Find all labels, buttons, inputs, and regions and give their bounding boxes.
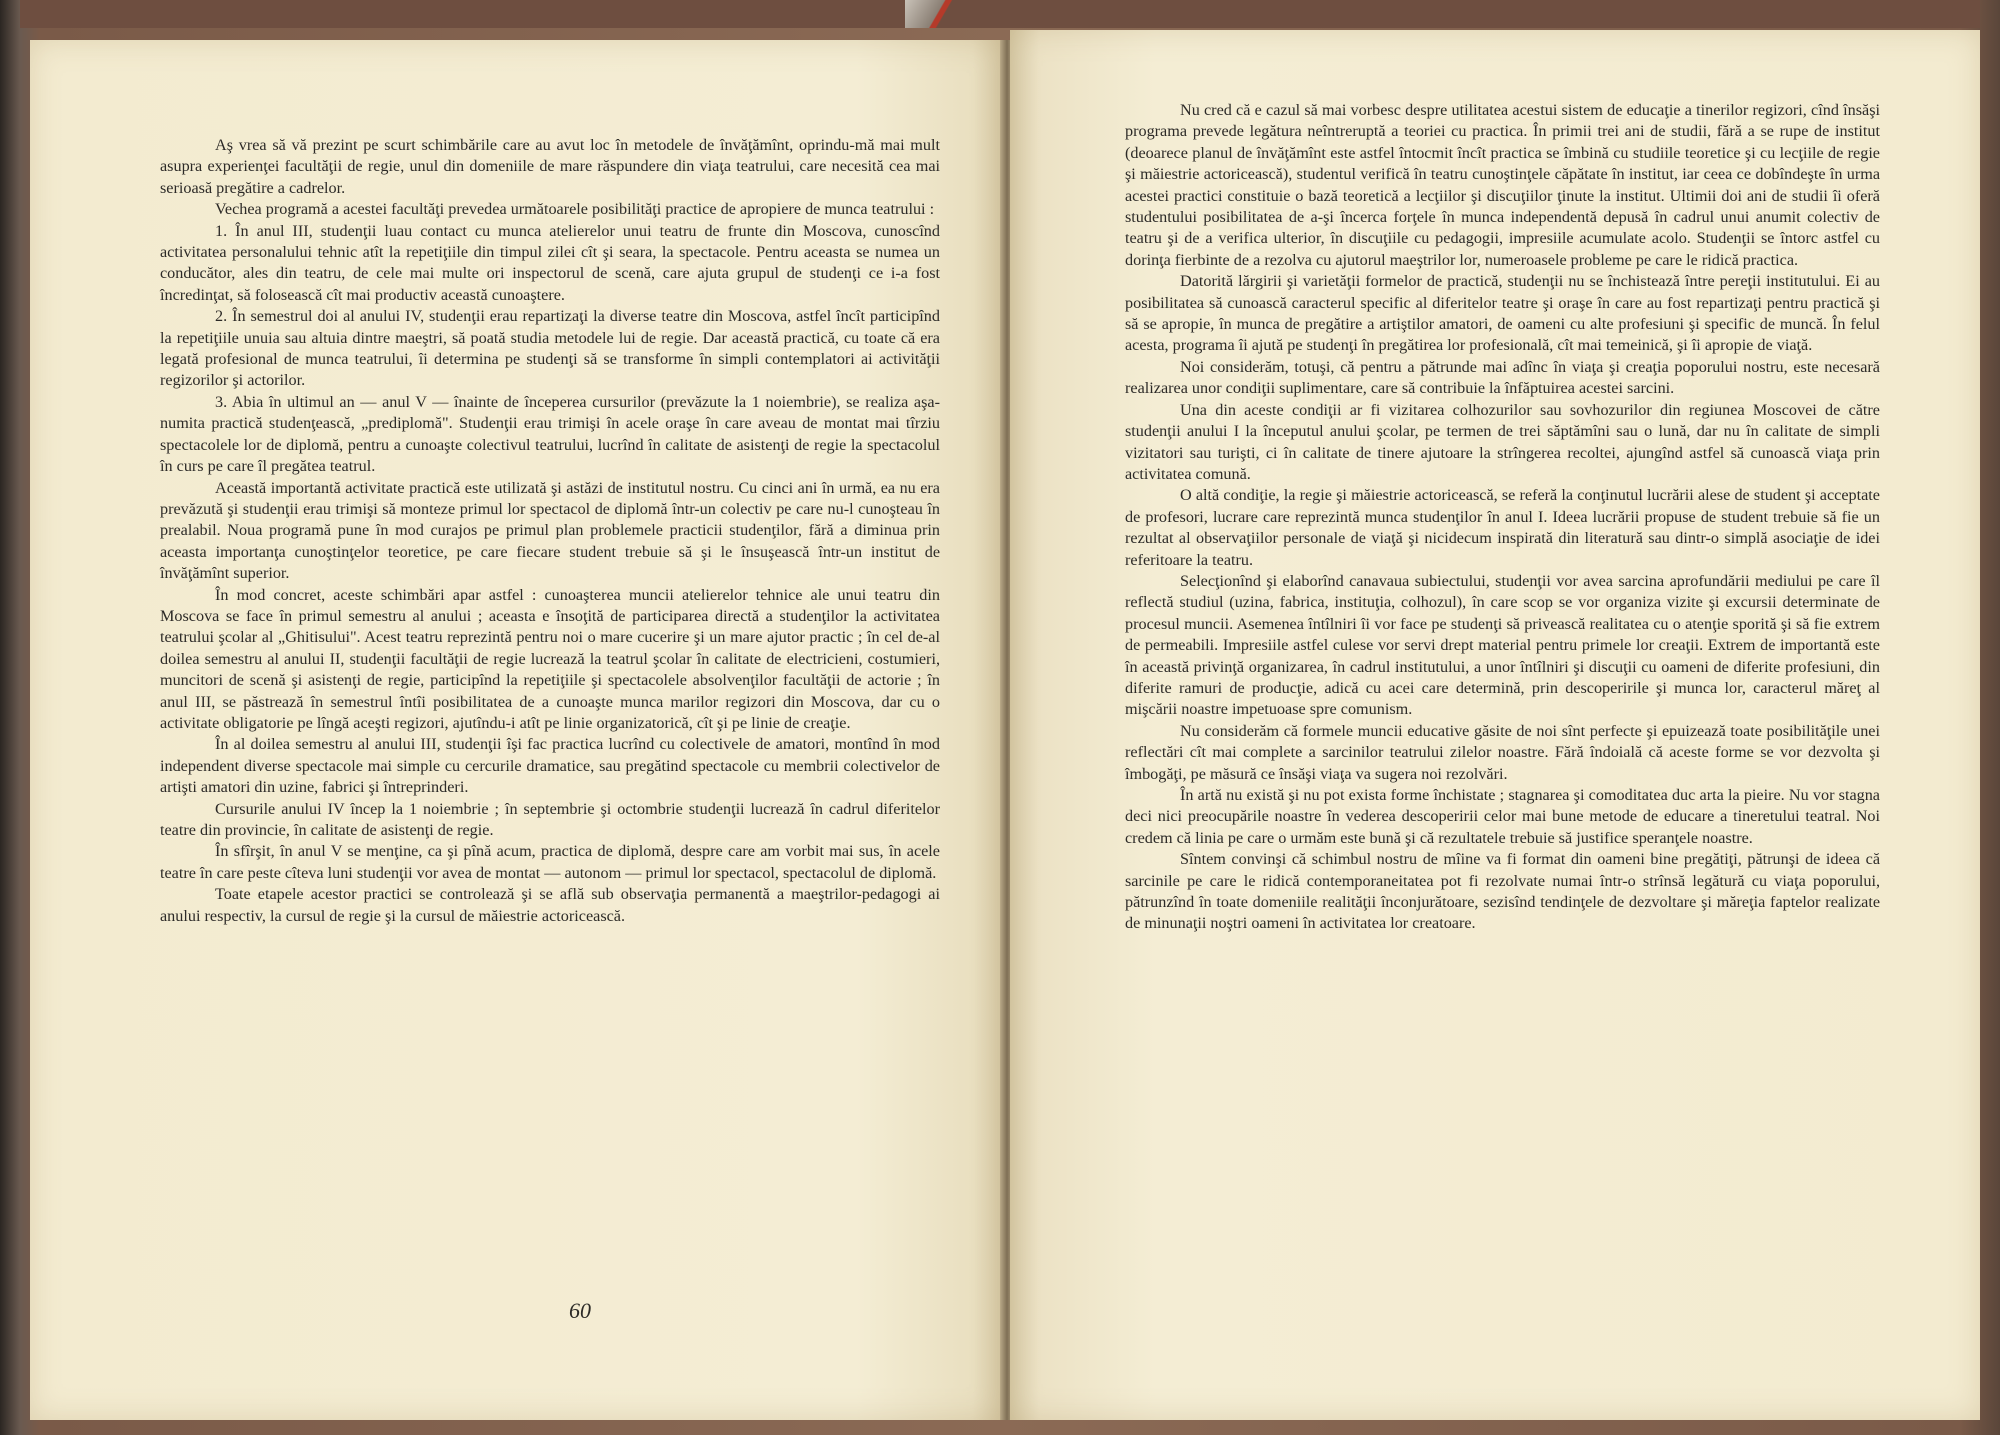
paragraph: Sîntem convinşi că schimbul nostru de mîine va fi format din oameni bine pregătiţi, pătrunşi de ideea că sarcinile pe care le ridică contemporaneitatea pot fi rezolvate numai într-o strînsă legătură cu viaţa poporului, pătrunzînd în toate domeniile realităţii înconjurătoare, sezisînd tendinţele de dezvoltare şi măreţia faptelor realizate de minunaţii noştri oameni în activitatea lor creatoare.	[1125, 850, 1880, 933]
paragraph: Aş vrea să vă prezint pe scurt schimbările care au avut loc în metodele de învăţămînt, oprindu-mă mai mult asupra experienţei facultăţii de regie, unul din domeniile de mare răspundere din viaţa teatrului, care necesită cea mai serioasă pregătire a cadrelor.	[160, 136, 940, 197]
paragraph: 2. În semestrul doi al anului IV, studenţii erau repartizaţi la diverse teatre din Moscova, astfel încît participînd la repetiţiile unuia sau altuia dintre maeştri, să poată studia metodele lui de regie. Dar această practică, cu toate că era legată profesional de munca teatrului, îi determina pe studenţi să se transforme în simpli contemplatori ai activităţii regizorilor şi actorilor.	[160, 307, 940, 390]
paragraph: În artă nu există şi nu pot exista forme închistate ; stagnarea şi comoditatea duc arta la pieire. Nu vor stagna deci nici preocupările noastre în vederea descoperirii celor mai bune metode de educare a tineretului teatral. Noi credem că linia pe care o urmăm este bună şi că rezultatele trebuie să justifice speranţele noastre.	[1125, 786, 1880, 847]
paragraph: Vechea programă a acestei facultăţi prevedea următoarele posibilităţi practice de apropiere de munca teatrului :	[215, 200, 935, 219]
paragraph: 1. În anul III, studenţii luau contact cu munca atelierelor unui teatru de frunte din Moscova, cunoscînd activitatea personalului tehnic atît la repetiţiile din timpul zilei cît şi seara, la spectacole. Pentru aceasta se numea un conducător, ales din teatru, de cele mai multe ori inspectorul de scenă, care ajuta grupul de studenţi ce i-a fost încredinţat, să folosească cît mai productiv această cunoaştere.	[160, 221, 940, 304]
paragraph: Nu considerăm că formele muncii educative găsite de noi sînt perfecte şi epuizează toate posibilităţile unei reflectări cît mai complete a sarcinilor teatrului zilelor noastre. Fără îndoială că aceste forme se vor dezvolta şi îmbogăţi, pe măsură ce însăşi viaţa va sugera noi rezolvări.	[1125, 721, 1880, 783]
paragraph: În sfîrşit, în anul V se menţine, ca şi pînă acum, practica de diplomă, despre care am vorbit mai sus, în acele teatre în care peste cîteva luni studenţii vor avea de montat — autonom — primul lor spectacol, spectacolul de diplomă.	[160, 842, 940, 882]
left-page	[30, 40, 1002, 1420]
paragraph: Cursurile anului IV încep la 1 noiembrie ; în septembrie şi octombrie studenţii lucrează în cadrul diferitelor teatre din provincie, în calitate de asistenţi de regie.	[160, 799, 940, 839]
left-page-text	[160, 135, 940, 927]
right-page-text	[1125, 100, 1880, 935]
paragraph: Această importantă activitate practică este utilizată şi astăzi de institutul nostru. Cu cinci ani în urmă, ea nu era prevăzută şi studenţii erau trimişi să monteze primul lor spectacol de diplomă într-un colectiv pe care nu-l cunoşteau în prealabil. Noua programă pune în mod curajos pe primul plan problemele practicii studenţilor, fără a diminua prin aceasta importanţa cunoştinţelor teoretice, pe care fiecare student trebuie să şi le însuşească într-un institut de învăţămînt superior.	[160, 478, 940, 583]
cover-top-edge	[20, 0, 1980, 28]
paragraph: Selecţionînd şi elaborînd canavaua subiectului, studenţii vor avea sarcina aprofundării mediului pe care îl reflectă studiul (uzina, fabrica, instituţia, colhozul), în care scop se vor organiza vizite şi excursii determinate de procesul muncii. Asemenea întîlniri îi vor face pe studenţi să privească realitatea cu o atenţie sporită şi să fie extrem de permeabili. Impresiile astfel culese vor servi drept material pentru primele lor creaţii. Extrem de importantă este în această privinţă organizarea, în cadrul institutului, a unor întîlniri şi discuţii cu oameni de diferite profesiuni, din diferite ramuri de producţie, adică cu acei care determină, prin descoperirile şi munca lor, caracterul măreţ al mişcării noastre impetuoase spre comunism.	[1125, 571, 1880, 719]
right-page	[1010, 30, 1980, 1420]
paragraph: Datorită lărgirii şi varietăţii formelor de practică, studenţii nu se închistează între pereţii institutului. Ei au posibilitatea să cunoască caracterul specific al diferitelor teatre şi oraşe în care au fost repartizaţi pentru practică şi să se apropie, în munca de pregătire a artiştilor amatori, de oameni cu alte profesiuni şi specific de muncă. În felul acesta, programa îi ajută pe studenţi în pregătirea lor profesională, cît mai temeinică, şi îi apropie de viaţă.	[1125, 272, 1880, 355]
page-number: 60	[569, 1298, 591, 1323]
binding-thread	[905, 0, 955, 28]
paragraph: O altă condiţie, la regie şi măiestrie actoricească, se referă la conţinutul lucrării alese de student şi acceptate de profesori, lucrare care reprezintă munca studenţilor în anul I. Ideea lucrării propuse de student trebuie să fie un rezultat al observaţiilor personale de viaţă şi nicidecum inspirată din literatură sau dintr-o simplă asociaţie de idei referitoare la teatru.	[1125, 486, 1880, 569]
paragraph: În al doilea semestru al anului III, studenţii îşi fac practica lucrînd cu colectivele de amatori, montînd în mod independent diverse spectacole mai simple cu cercurile dramatice, sau pregătind spectacole cu membrii colectivelor de artişti amatori din uzine, fabrici şi întreprinderi.	[160, 735, 940, 797]
paragraph: Nu cred că e cazul să mai vorbesc despre utilitatea acestui sistem de educaţie a tinerilor regizori, cînd însăşi programa prevede legătura neîntreruptă a teoriei cu practica. În primii trei ani de studii, fără a se rupe de institut (deoarece planul de învăţămînt este astfel întocmit încît practica se îmbină cu studiile teoretice şi cu lecţiile de regie şi măiestrie actoricească), studentul verifică în teatru cunoştinţele căpătate în institut, iar ceea ce dobîndeşte în urma acestei practici constituie o bază teoretică a lecţiilor şi discuţiilor ţinute la institut. Ultimii doi ani de studii îi oferă studentului posibilitatea de a-şi încerca forţele în munca independentă depusă în cadrul unui anumit colectiv de teatru şi de a verifica ulterior, în discuţiile cu pedagogii, impresiile acumulate acolo. Studenţii se întorc astfel cu dorinţa fierbinte de a rezolva cu ajutorul maeştrilor lor, numeroasele probleme pe care le ridică practica.	[1125, 101, 1880, 269]
paragraph: Noi considerăm, totuşi, că pentru a pătrunde mai adînc în viaţa şi creaţia poporului nostru, este necesară realizarea unor condiţii suplimentare, care să contribuie la înfăptuirea acestei sarcini.	[1125, 357, 1880, 398]
paragraph: Una din aceste condiţii ar fi vizitarea colhozurilor sau sovhozurilor din regiunea Moscovei de către studenţii anului I la începutul anului şcolar, pe termen de trei săptămîni sau o lună, dar nu în calitate de simpli vizitatori sau turişti, ci în calitate de tinere ajutoare la strîngerea recoltei, ajungînd astfel să cunoască viaţa prin activitatea comună.	[1125, 400, 1880, 483]
paragraph: 3. Abia în ultimul an — anul V — înainte de începerea cursurilor (prevăzute la 1 noiembrie), se realiza aşa-numita practică studenţească, „prediplomă". Studenţii erau trimişi în acele oraşe în care aveau de montat mai tîrziu spectacolele lor de diplomă, pentru a cunoaşte colectivul teatrului, lucrînd în calitate de asistenţi de regie la spectacolul în curs pe care îl pregătea teatrul.	[160, 392, 940, 476]
paragraph: Toate etapele acestor practici se controlează şi se află sub observaţia permanentă a maeştrilor-pedagogi ai anului respectiv, la cursul de regie şi la cursul de măiestrie actoricească.	[160, 885, 940, 925]
paragraph: În mod concret, aceste schimbări apar astfel : cunoaşterea muncii atelierelor tehnice ale unui teatru din Moscova se face în primul semestru al anului ; aceasta e însoţită de participarea directă a studenţilor la activitatea teatrului şcolar al „Ghitisului". Acest teatru reprezintă pentru noi o mare cucerire şi un mare ajutor practic ; în cel de-al doilea semestru al anului II, studenţii facultăţii de regie lucrează la teatrul şcolar în calitate de electricieni, costumieri, muncitori de scenă şi asistenţi de regie, participînd la repetiţiile şi spectacolele absolvenţilor facultăţii de actorie ; în anul III, se păstrează în semestrul întîi posibilitatea de a cunoaşte munca marilor regizori din Moscova, dar cu o activitate obligatorie pe lîngă aceşti regizori, ajutîndu-i atît pe linie organizatorică, cît şi pe linie de creaţie.	[160, 585, 940, 732]
